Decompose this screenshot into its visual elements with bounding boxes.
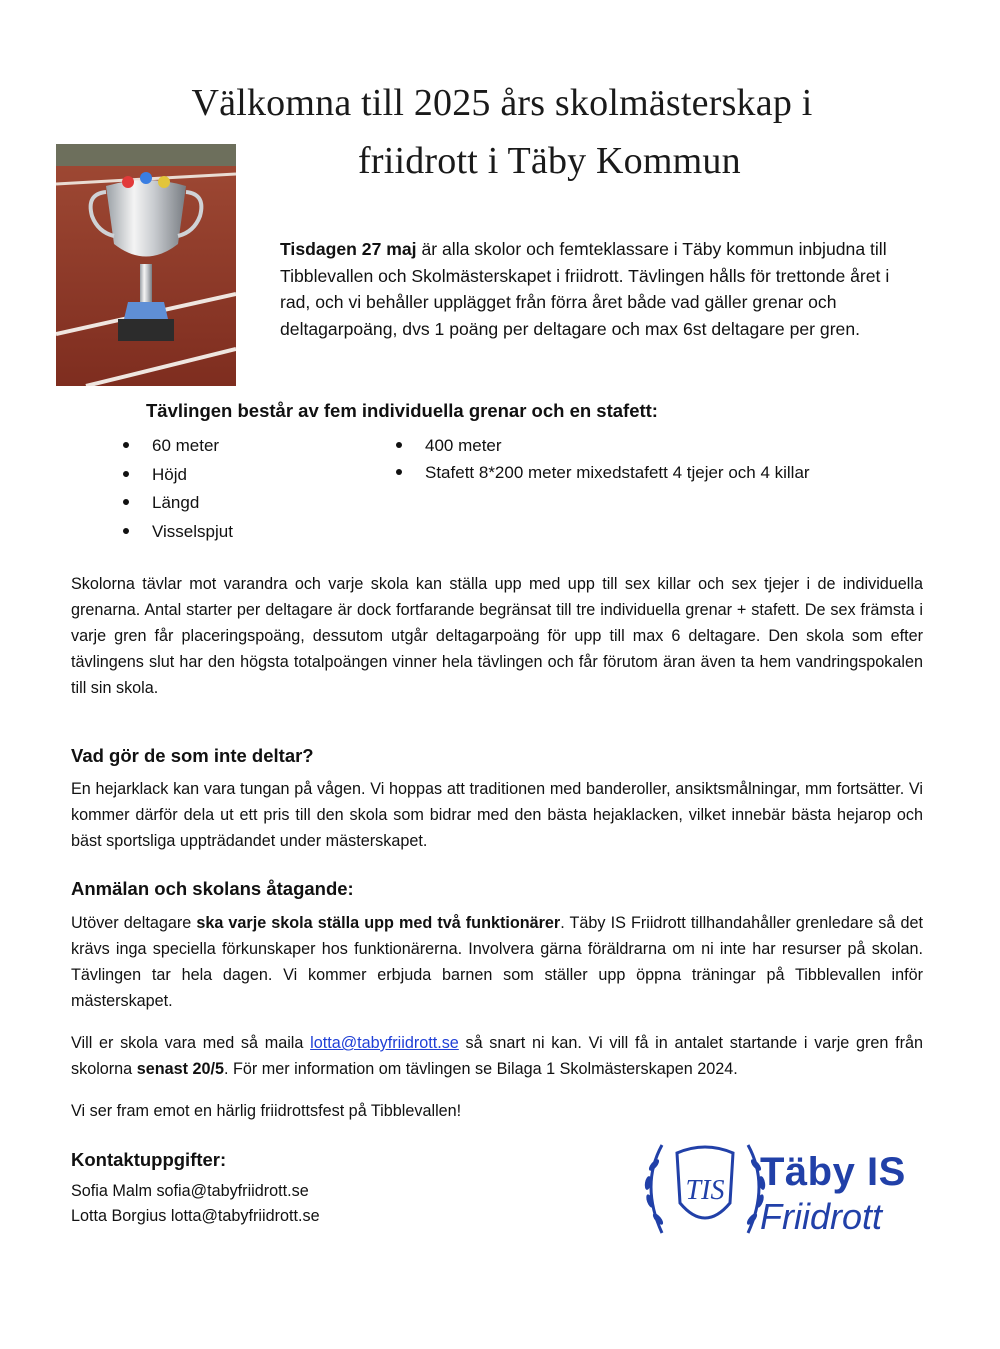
competition-paragraph: Skolorna tävlar mot varandra och varje skola kan ställa upp med upp till sex killar och sex tjejer i de individuella grenarna. Antal starter per deltagare är dock fortfarande begränsat till tre individuella grenar + stafett. De sex främsta i varje gren får placeringspoäng, dessutom utgår deltagarpoäng för upp till max 6 deltagare. Den skola som efter tävlingens slut har den högsta totalpoängen vinner hela tävlingen och får förutom äran även ta hem vandringspokalen till sin skola. xyxy=(71,575,923,697)
list-item: Höjd xyxy=(123,464,363,485)
contacts-heading: Kontaktuppgifter: xyxy=(71,1149,227,1170)
registration-text-bold: ska varje skola ställa upp med två funktionärer xyxy=(196,914,561,932)
registration-text-after: . Täby IS Friidrott tillhandahåller grenledare så det krävs inga speciella förkunskaper hos funktionärerna. Involvera gärna föräldrarna om ni inte har resurser på skolan. Tävlingen tar hela dagen. Vi kommer erbjuda barnen som ställer upp öppna träningar på Tibblevallen inför mästerskapet. xyxy=(71,914,923,1010)
events-heading: Tävlingen består av fem individuella grenar och en stafett: xyxy=(146,400,658,421)
signup-after: . För mer information om tävlingen se Bilaga 1 Skolmästerskapen 2024. xyxy=(223,1060,738,1078)
intro-paragraph xyxy=(280,236,892,342)
list-item: Längd xyxy=(123,492,363,513)
title-line-1: Välkomna till 2025 års skolmästerskap i xyxy=(191,82,813,124)
list-item: 400 meter xyxy=(396,435,836,456)
contact-lotta: Lotta Borgius lotta@tabyfriidrott.se xyxy=(71,1207,320,1225)
registration-text-before: Utöver deltagare xyxy=(71,914,197,932)
non-participants-paragraph: En hejarklack kan vara tungan på vågen. Vi hoppas att traditionen med banderoller, ansiktsmålningar, mm fortsätter. Vi kommer därför dela ut ett pris till den skola som bidrar med den bästa hejaklacken, vilket innebär bästa hejarop och bäst sportsliga uppträdandet under mästerskapet. xyxy=(71,780,923,850)
list-item: Visselspjut xyxy=(123,521,363,542)
registration-heading: Anmälan och skolans åtagande: xyxy=(71,878,354,899)
non-participants-heading: Vad gör de som inte deltar? xyxy=(71,745,314,766)
logo-text-line-2: Friidrott xyxy=(760,1196,883,1237)
signup-paragraph xyxy=(71,1030,923,1082)
logo-text-line-1: Täby IS xyxy=(760,1150,906,1194)
registration-paragraph xyxy=(71,910,923,1014)
closing-paragraph: Vi ser fram emot en härlig friidrottsfest på Tibblevallen! xyxy=(71,1102,462,1120)
trophy-photo xyxy=(56,144,236,386)
list-item: Stafett 8*200 meter mixedstafett 4 tjejer och 4 killar xyxy=(396,462,816,483)
event-list-a xyxy=(123,435,363,549)
intro-date: Tisdagen 27 maj xyxy=(280,239,417,259)
event-list-b xyxy=(396,435,836,489)
signup-middle: så snart ni kan. Vi vill få in antalet startande i varje gren från skolorna xyxy=(71,1034,923,1078)
intro-text: är alla skolor och femteklassare i Täby kommun inbjudna till Tibblevallen och Skolmästerskapet i friidrott. Tävlingen hålls för trettonde året i rad, och vi behåller upplägget från förra året både vad gäller grenar och deltagarpoäng, dvs 1 poäng per deltagare och max 6st deltagare per gren. xyxy=(280,239,890,339)
signup-before: Vill er skola vara med så maila xyxy=(71,1034,311,1052)
signup-deadline: senast 20/5 xyxy=(136,1060,224,1078)
contact-sofia: Sofia Malm sofia@tabyfriidrott.se xyxy=(71,1182,309,1200)
list-item: 60 meter xyxy=(123,435,363,456)
signup-email-link[interactable]: lotta@tabyfriidrott.se xyxy=(310,1034,459,1052)
title-line-2: friidrott i Täby Kommun xyxy=(358,140,741,182)
logo-emblem: TIS xyxy=(685,1175,725,1206)
